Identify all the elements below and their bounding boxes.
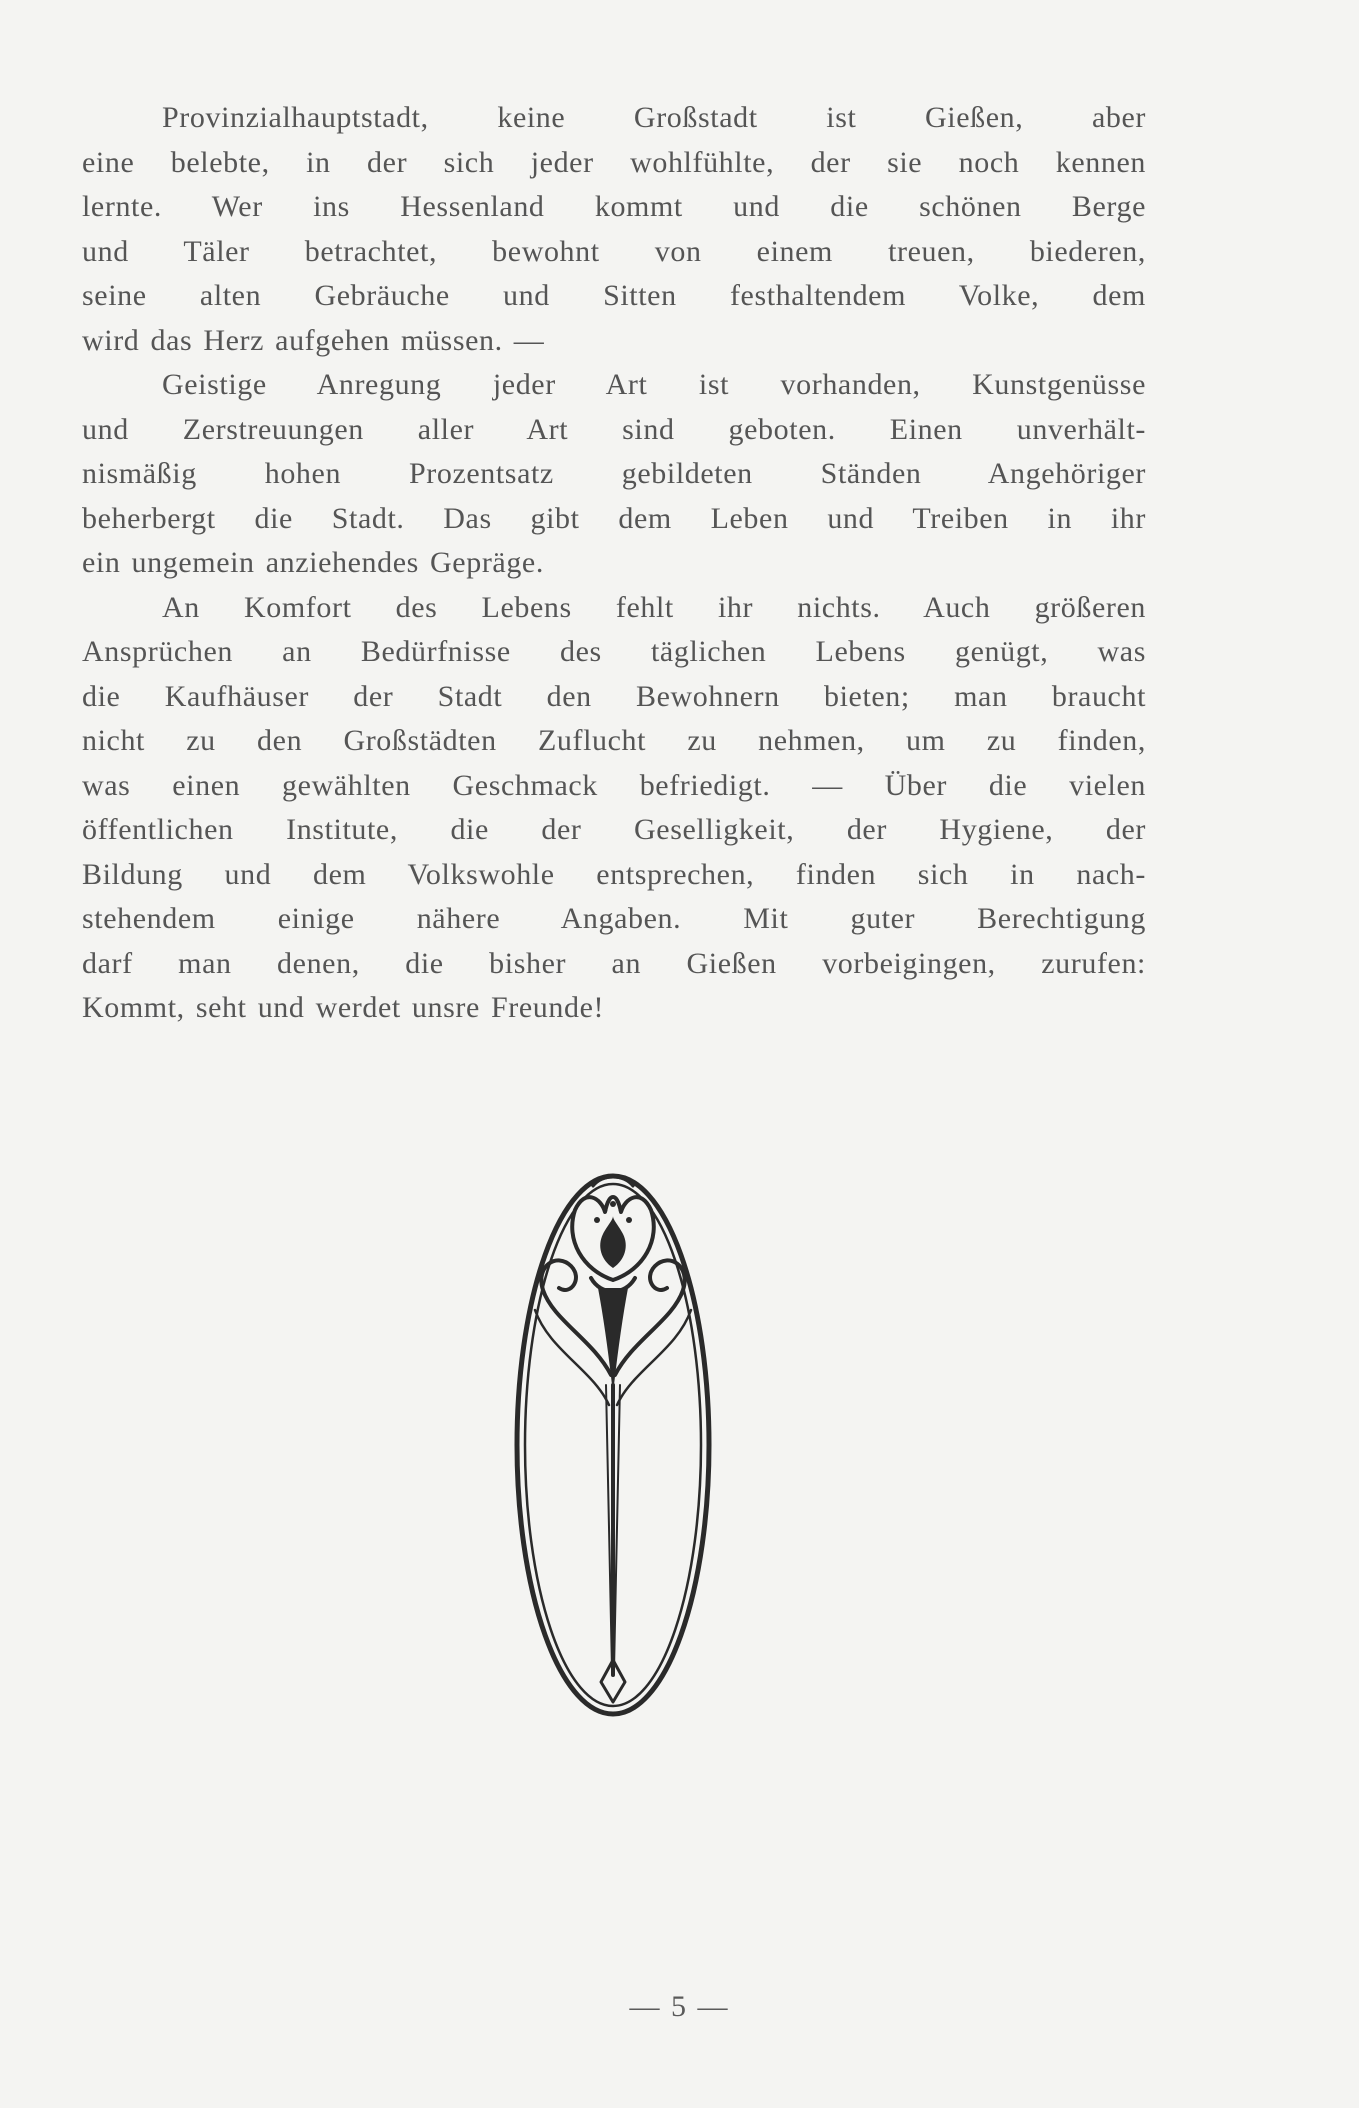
text-line: Provinzialhauptstadt, keine Großstadt ist Gießen, aber xyxy=(162,101,1146,134)
text-line: wird das Herz aufgehen müssen. — xyxy=(82,323,545,357)
body-text xyxy=(82,96,1146,1031)
text-line: nicht zu den Großstädten Zuflucht zu nehmen, um zu finden, xyxy=(82,724,1146,757)
text-line: stehendem einige nähere Angaben. Mit guter Berechtigung xyxy=(82,902,1146,935)
text-line: und Zerstreuungen aller Art sind geboten. Einen unverhält- xyxy=(82,412,1146,446)
paragraph-3 xyxy=(82,586,1146,1031)
art-nouveau-ornament-icon xyxy=(513,1170,713,1720)
text-line: Kommt, seht und werdet unsre Freunde! xyxy=(82,991,605,1024)
paragraph-1 xyxy=(82,96,1146,363)
page-number: — 5 — xyxy=(629,1990,730,2023)
text-line: An Komfort des Lebens fehlt ihr nichts. Auch größeren xyxy=(162,590,1146,624)
text-line: eine belebte, in der sich jeder wohlfühlte, der sie noch kennen xyxy=(82,145,1146,179)
text-line: Geistige Anregung jeder Art ist vorhanden, Kunstgenüsse xyxy=(162,368,1146,401)
text-line: nismäßig hohen Prozentsatz gebildeten Ständen Angehöriger xyxy=(82,457,1146,490)
text-line: lernte. Wer ins Hessenland kommt und die schönen Berge xyxy=(82,190,1146,223)
text-line: darf man denen, die bisher an Gießen vorbeigingen, zurufen: xyxy=(82,946,1146,980)
paragraph-2 xyxy=(82,363,1146,586)
text-line: was einen gewählten Geschmack befriedigt. — Über die vielen xyxy=(82,768,1146,802)
text-line: öffentlichen Institute, die der Geselligkeit, der Hygiene, der xyxy=(82,813,1146,846)
text-line: ein ungemein anziehendes Gepräge. xyxy=(82,546,544,579)
text-line: die Kaufhäuser der Stadt den Bewohnern bieten; man braucht xyxy=(82,679,1146,713)
text-line: Bildung und dem Volkswohle entsprechen, finden sich in nach- xyxy=(82,857,1146,891)
text-line: seine alten Gebräuche und Sitten festhaltendem Volke, dem xyxy=(82,279,1146,312)
text-line: beherbergt die Stadt. Das gibt dem Leben und Treiben in ihr xyxy=(82,501,1146,535)
text-line: und Täler betrachtet, bewohnt von einem treuen, biederen, xyxy=(82,234,1146,268)
text-line: Ansprüchen an Bedürfnisse des täglichen Lebens genügt, was xyxy=(82,635,1146,668)
